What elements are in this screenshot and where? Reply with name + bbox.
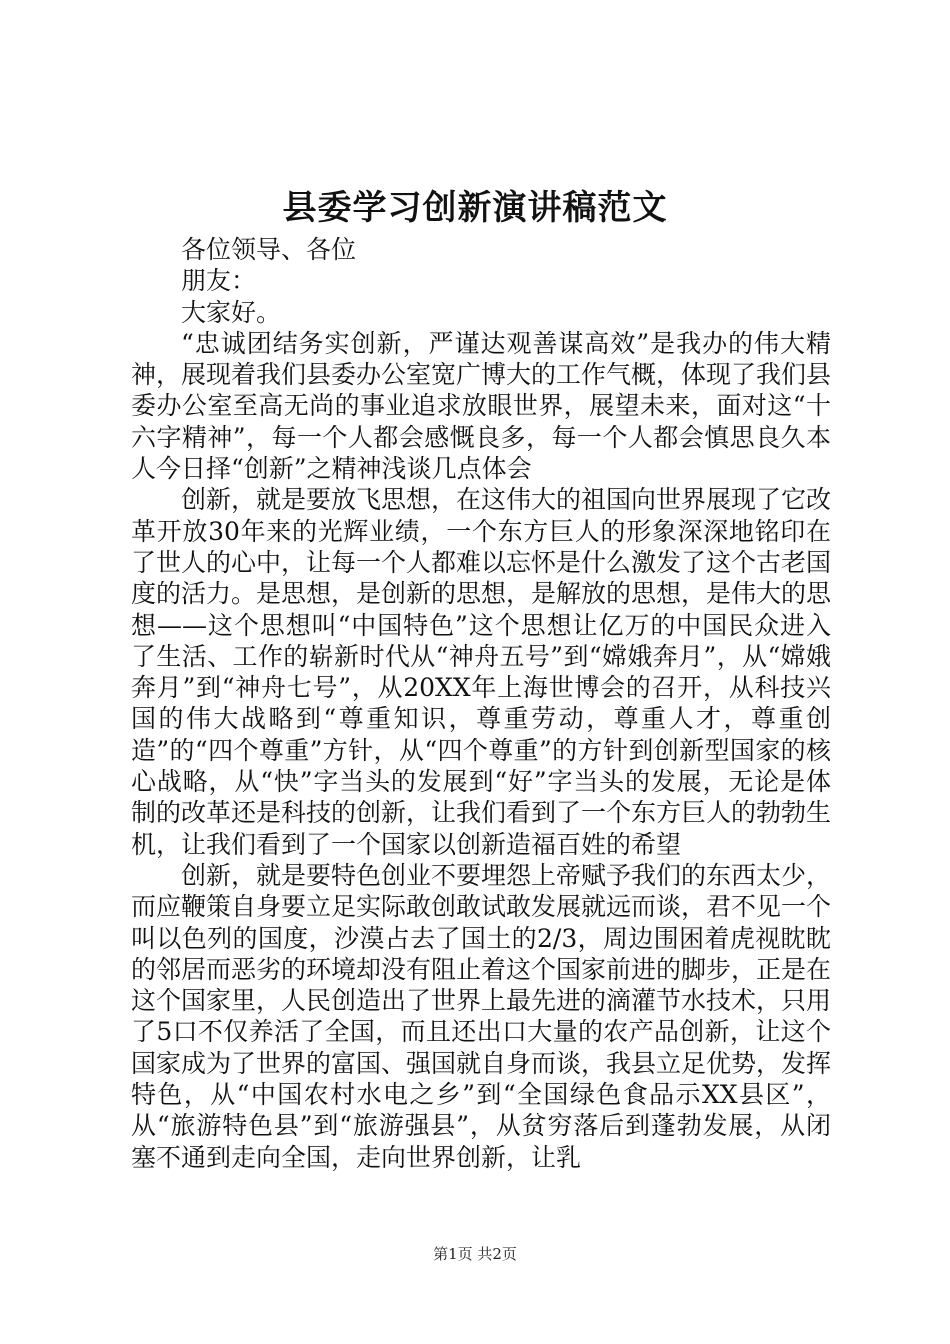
greeting-line: 大家好。: [181, 297, 282, 327]
greeting-line: 朋友：: [181, 266, 257, 296]
page-footer: 第1页 共2页: [433, 1245, 517, 1263]
document-title: 县委学习创新演讲稿范文: [282, 188, 668, 228]
body-paragraph: 创新，就是要放飞思想，在这伟大的祖国向世界展现了它改革开放30年来的光辉业绩，一个东方巨人的形象深深地铭印在了世人的心中，让每一个人都难以忘怀是什么激发了这个古老国度的活力。是思想，是创新的思想，是解放的思想，是伟大的思想——这个思想叫“中国特色”这个思想让亿万的中国民众进入了生活、工作的崭新时代从“神舟五号”到“嫦娥奔月”，从“嫦娥奔月”到“神舟七号”，从20XX年上海世博会的召开，从科技兴国的伟大战略到“尊重知识，尊重劳动，尊重人才，尊重创造”的“四个尊重”方针，从“四个尊重”的方针到创新型国家的核心战略，从“快”字当头的发展到“好”字当头的发展，无论是体制的改革还是科技的创新，让我们看到了一个东方巨人的勃勃生机，让我们看到了一个国家以创新造福百姓的希望: [131, 485, 832, 859]
document-body: [131, 234, 831, 1173]
body-paragraph: “忠诚团结务实创新，严谨达观善谋高效”是我办的伟大精神，展现着我们县委办公室宽广博大的工作气概，体现了我们县委办公室至高无尚的事业追求放眼世界，展望未来，面对这“十六字精神”，每一个人都会感慨良多，每一个人都会慎思良久本人今日择“创新”之精神浅谈几点体会: [131, 328, 832, 484]
greeting-line: 各位领导、各位: [181, 235, 357, 264]
body-paragraph: 创新，就是要特色创业不要埋怨上帝赋予我们的东西太少，而应鞭策自身要立足实际敢创敢试敢发展就远而谈，君不见一个叫以色列的国度，沙漠占去了国土的2/3，周边围困着虎视眈眈的邻居而恶劣的环境却没有阻止着这个国家前进的脚步，正是在这个国家里，人民创造出了世界上最先进的滴灌节水技术，只用了5口不仅养活了全国，而且还出口大量的农产品创新，让这个国家成为了世界的富国、强国就自身而谈，我县立足优势，发挥特色，从“中国农村水电之乡”到“全国绿色食品示XX县区”，从“旅游特色县”到“旅游强县”，从贫穷落后到蓬勃发展，从闭塞不通到走向全国，走向世界创新，让乳: [131, 860, 832, 1172]
